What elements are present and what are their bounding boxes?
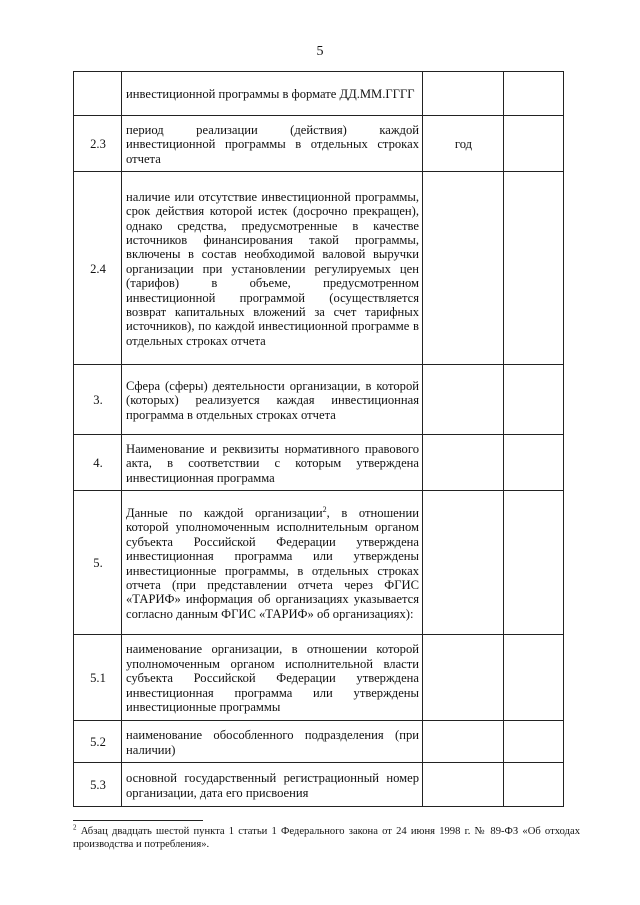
row-number: 5.2 — [74, 721, 122, 763]
row-unit: год — [423, 116, 504, 172]
row-value — [504, 72, 564, 116]
table-row — [74, 763, 564, 807]
row-text-after: , в отношении которой уполномоченным исполнительным органом субъекта Российской Федерации утверждена инвестиционная программа или утверждены инвестиционные программы, в отдельных строках отчета (при представлении отчета через ФГИС «ТАРИФ» информация об организациях указывается согласно данным ФГИС «ТАРИФ» об организациях): — [126, 505, 419, 621]
row-description: период реализации (действия) каждой инвестиционной программы в отдельных строках отчета — [122, 116, 423, 172]
table-row — [74, 435, 564, 491]
row-unit — [423, 435, 504, 491]
row-unit — [423, 763, 504, 807]
row-description: Сфера (сферы) деятельности организации, в которой (которых) реализуется каждая инвестиционная программа в отдельных строках отчета — [122, 365, 423, 435]
row-description: наличие или отсутствие инвестиционной программы, срок действия которой истек (досрочно прекращен), однако средства, предусмотренные в качестве источников финансирования такой программы, включены в состав необходимой валовой выручки организации при установлении регулируемых цен (тарифов) в объеме, предусмотренном инвестиционной программой (осуществляется возврат капитальных вложений за счет тарифных источников), по каждой инвестиционной программе в отдельных строках отчета — [122, 172, 423, 365]
table-row — [74, 116, 564, 172]
table-row — [74, 635, 564, 721]
table-row — [74, 72, 564, 116]
table-row — [74, 491, 564, 635]
table-row — [74, 172, 564, 365]
row-number: 2.4 — [74, 172, 122, 365]
footnote-divider — [73, 820, 203, 821]
row-description: инвестиционной программы в формате ДД.ММ.ГГГГ — [122, 72, 423, 116]
row-number: 2.3 — [74, 116, 122, 172]
row-description: наименование обособленного подразделения (при наличии) — [122, 721, 423, 763]
row-value — [504, 635, 564, 721]
row-unit — [423, 72, 504, 116]
footnote-number: 2 — [73, 823, 77, 832]
row-text-before: Данные по каждой организации — [126, 505, 323, 520]
row-value — [504, 763, 564, 807]
row-number: 3. — [74, 365, 122, 435]
row-value — [504, 721, 564, 763]
row-number: 5. — [74, 491, 122, 635]
row-description: наименование организации, в отношении которой уполномоченным органом исполнительной власти субъекта Российской Федерации утверждена инвестиционная программа или утверждены инвестиционные программы — [122, 635, 423, 721]
row-unit — [423, 635, 504, 721]
row-unit — [423, 491, 504, 635]
row-unit — [423, 721, 504, 763]
row-number: 5.1 — [74, 635, 122, 721]
table-row — [74, 365, 564, 435]
page-number: 5 — [316, 44, 324, 59]
row-value — [504, 435, 564, 491]
table-row — [74, 721, 564, 763]
row-number: 4. — [74, 435, 122, 491]
row-value — [504, 116, 564, 172]
report-table — [73, 71, 564, 807]
footnote-text: Абзац двадцать шестой пункта 1 статьи 1 Федерального закона от 24 июня 1998 г. № 89-ФЗ «Об отходах производства и потребления». — [73, 826, 580, 850]
row-unit — [423, 365, 504, 435]
row-description — [122, 491, 423, 635]
row-number: 5.3 — [74, 763, 122, 807]
row-description: Наименование и реквизиты нормативного правового акта, в соответствии с которым утверждена инвестиционная программа — [122, 435, 423, 491]
row-value — [504, 172, 564, 365]
footnote — [73, 825, 580, 851]
footnote-marker: 2 — [322, 504, 327, 514]
row-value — [504, 491, 564, 635]
row-value — [504, 365, 564, 435]
row-unit — [423, 172, 504, 365]
row-number — [74, 72, 122, 116]
row-description: основной государственный регистрационный номер организации, дата его присвоения — [122, 763, 423, 807]
